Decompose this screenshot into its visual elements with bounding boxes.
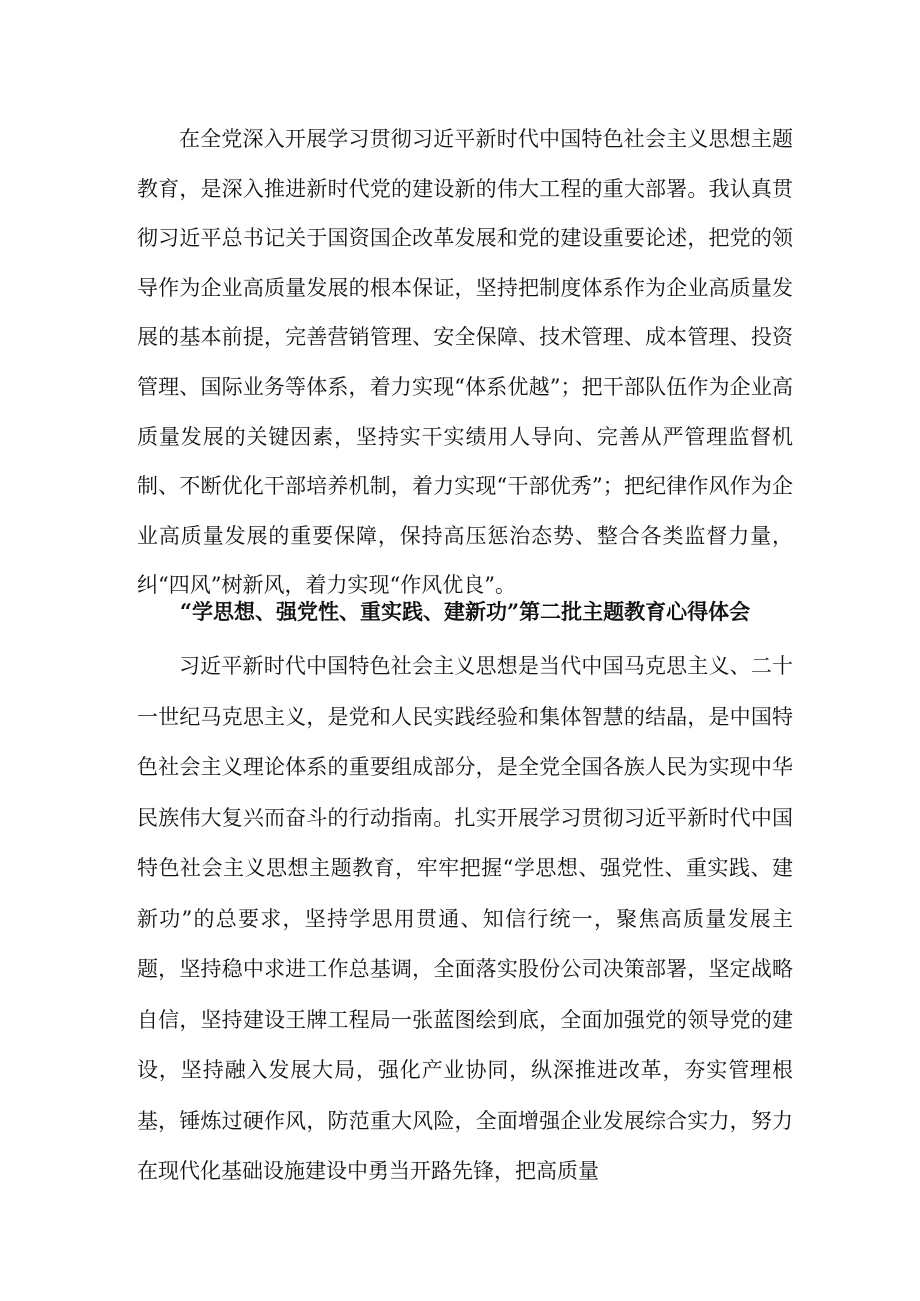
body-paragraph-2: 习近平新时代中国特色社会主义思想是当代中国马克思主义、二十一世纪马克思主义，是党和人民实践经验和集体智慧的结晶，是中国特色社会主义理论体系的重要组成部分，是全党全国各族人民为实现中华民族伟大复兴而奋斗的行动指南。扎实开展学习贯彻习近平新时代中国特色社会主义思想主题教育，牢牢把握“学思想、强党性、重实践、建新功”的总要求，坚持学思用贯通、知信行统一，聚焦高质量发展主题，坚持稳中求进工作总基调，全面落实股份公司决策部署，坚定战略自信，坚持建设王牌工程局一张蓝图绘到底，全面加强党的领导党的建设，坚持融入发展大局，强化产业协同，纵深推进改革，夯实管理根基，锤炼过硬作风，防范重大风险，全面增强企业发展综合实力，努力在现代化基础设施建设中勇当开路先锋，把高质量 — [137, 654, 793, 1183]
body-paragraph-1: 在全党深入开展学习贯彻习近平新时代中国特色社会主义思想主题教育，是深入推进新时代党的建设新的伟大工程的重大部署。我认真贯彻习近平总书记关于国资国企改革发展和党的建设重要论述，把党的领导作为企业高质量发展的根本保证，坚持把制度体系作为企业高质量发展的基本前提，完善营销管理、安全保障、技术管理、成本管理、投资管理、国际业务等体系，着力实现“体系优越”；把干部队伍作为企业高质量发展的关键因素，坚持实干实绩用人导向、完善从严管理监督机制、不断优化干部培养机制，着力实现“干部优秀”；把纪律作风作为企业高质量发展的重要保障，保持高压惩治态势、整合各类监督力量，纠“四风”树新风，着力实现“作风优良”。 — [137, 127, 793, 598]
section-heading: “学思想、强党性、重实践、建新功”第二批主题教育心得体会 — [179, 599, 751, 624]
